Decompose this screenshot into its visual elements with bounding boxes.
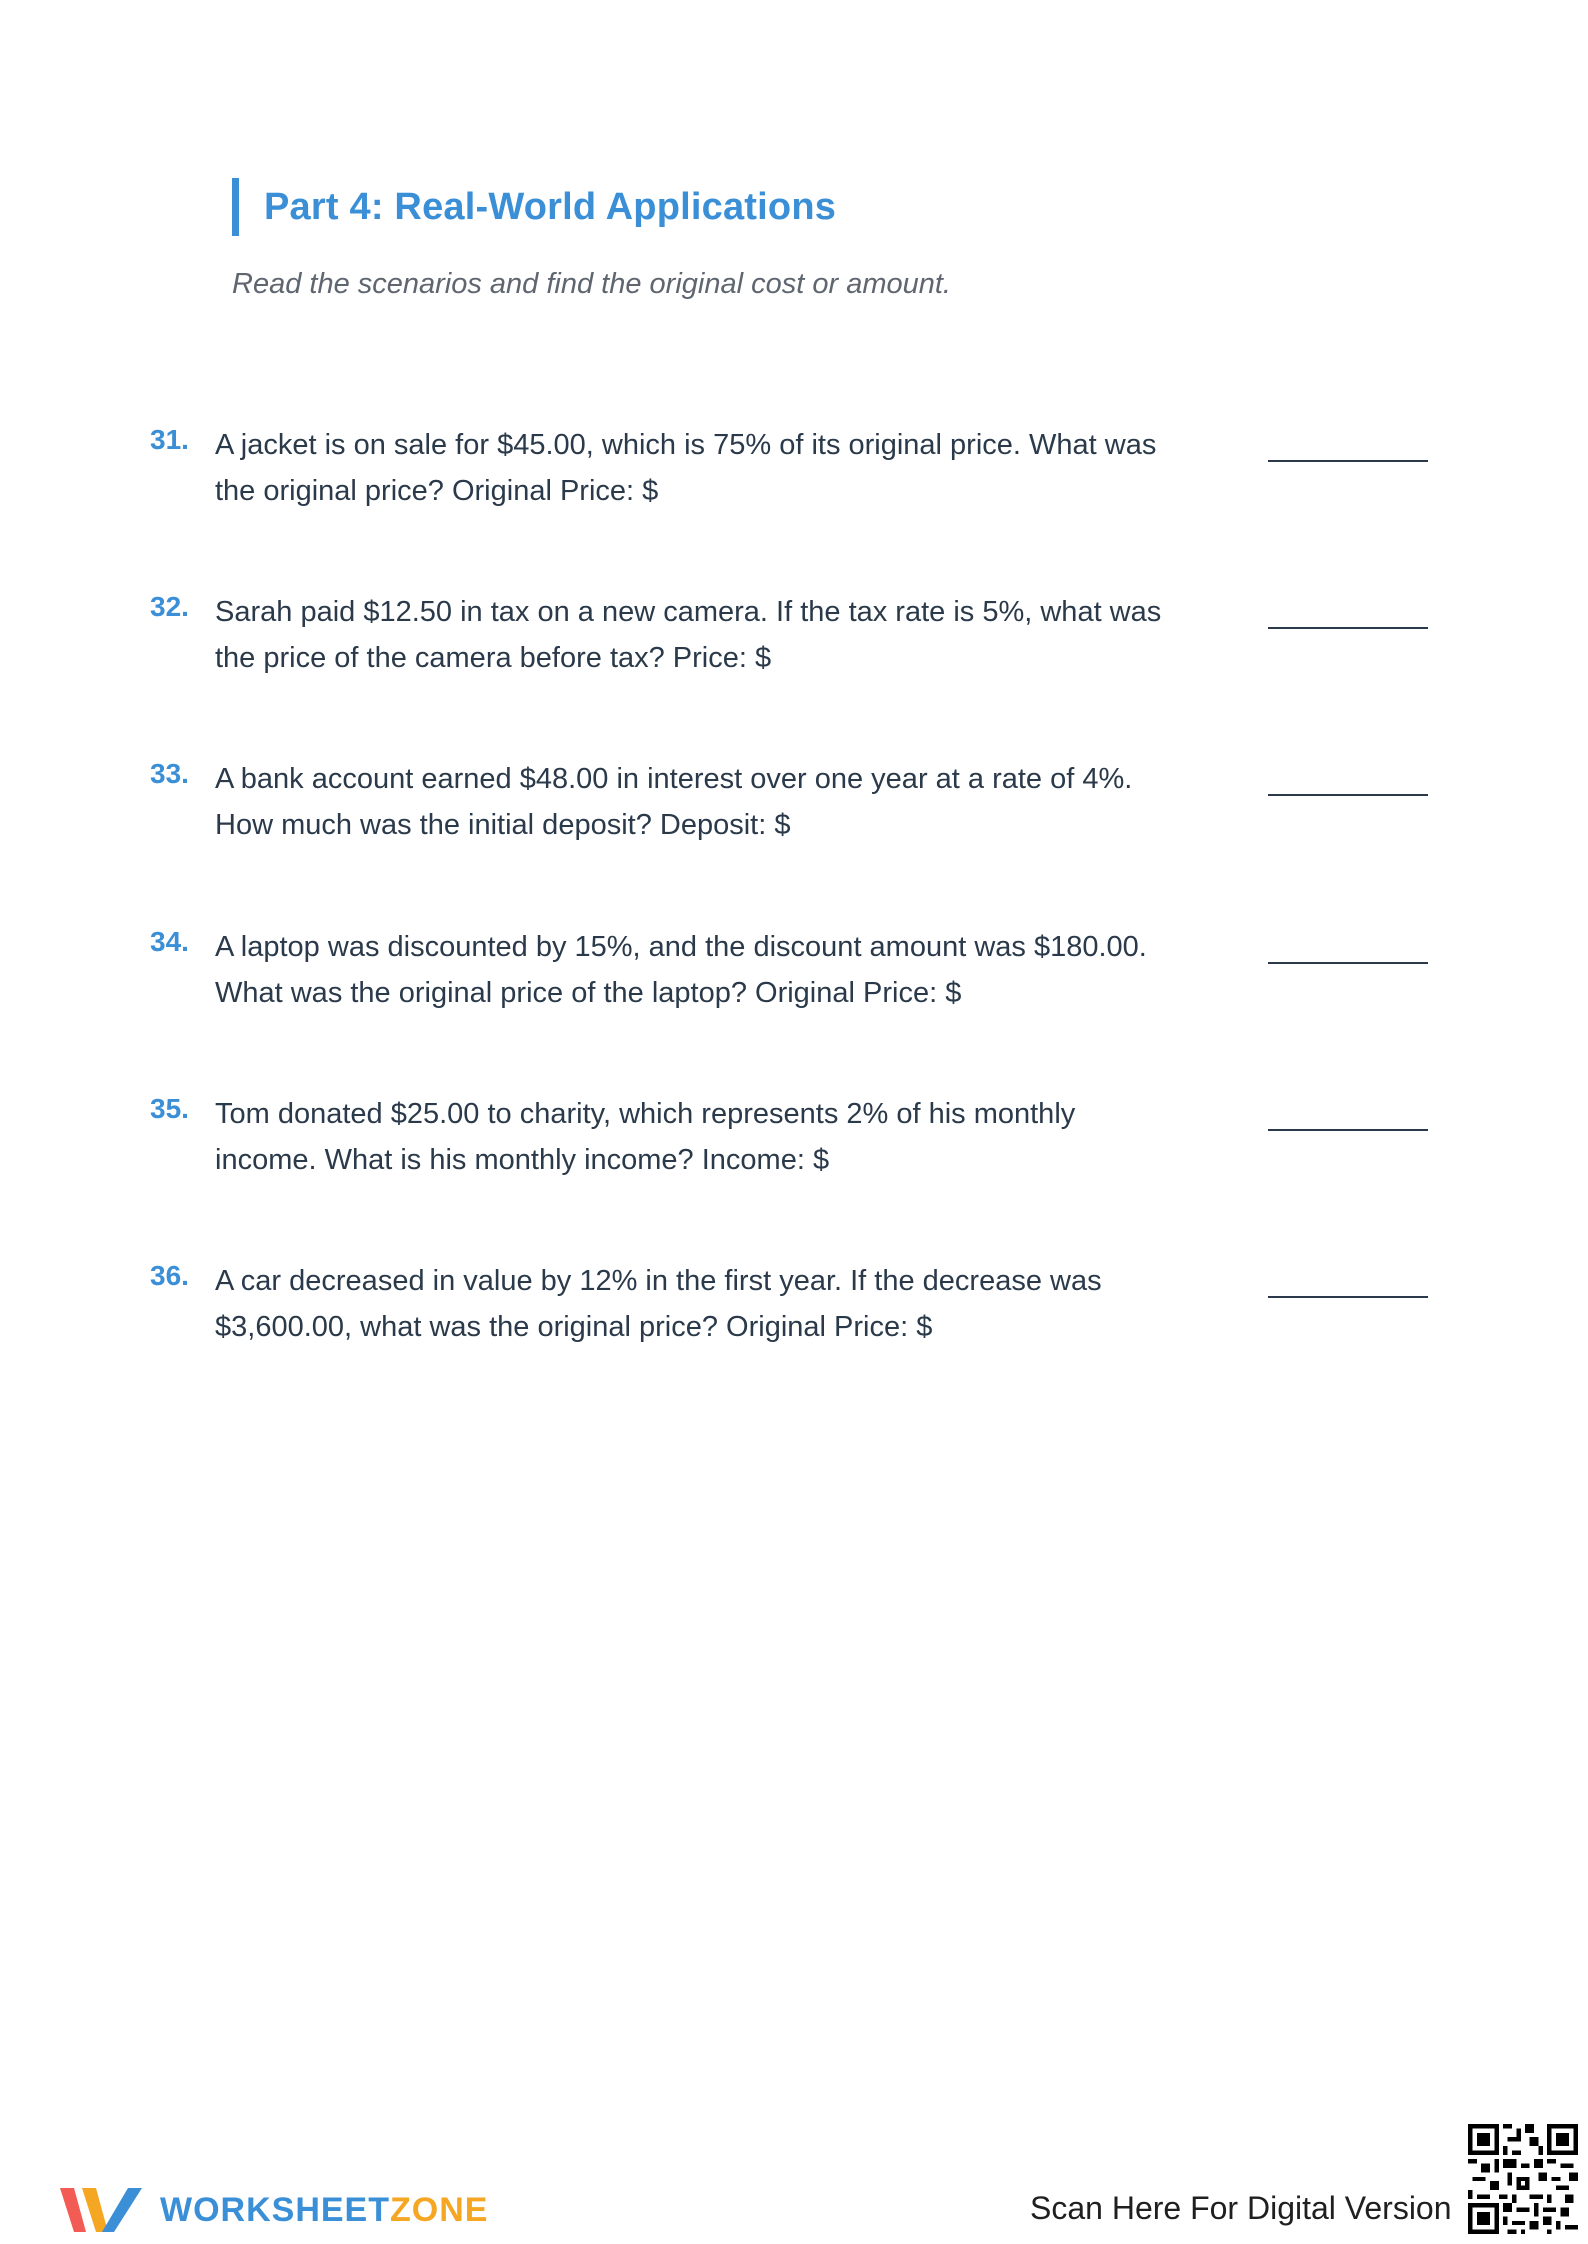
question-text-line: the original price? Original Price: $ [215,475,659,507]
answer-blank[interactable] [1268,1129,1428,1131]
question-31 [150,424,1430,544]
question-number: 35. [150,1093,189,1124]
answer-blank[interactable] [1268,1296,1428,1298]
question-text [215,422,1385,514]
question-35 [150,1093,1430,1213]
question-33 [150,758,1430,878]
qr-code-icon[interactable] [1468,2124,1578,2234]
question-number: 32. [150,591,189,622]
question-text [215,756,1385,848]
question-text [215,1258,1385,1350]
question-text [215,1091,1385,1183]
question-36 [150,1260,1430,1380]
answer-blank[interactable] [1268,794,1428,796]
question-number: 34. [150,926,189,957]
section-title: Part 4: Real-World Applications [264,185,837,228]
brand-logo [58,2182,488,2238]
question-text-line: Sarah paid $12.50 in tax on a new camera. If the tax rate is 5%, what was [215,596,1162,628]
question-34 [150,926,1430,1046]
section-instructions: Read the scenarios and find the original cost or amount. [232,268,951,300]
question-text [215,589,1385,681]
question-text-line: Tom donated $25.00 to charity, which represents 2% of his monthly [215,1098,1076,1130]
question-text-line: A car decreased in value by 12% in the first year. If the decrease was [215,1265,1102,1297]
answer-blank[interactable] [1268,962,1428,964]
question-text-line: income. What is his monthly income? Income: $ [215,1144,830,1176]
question-text-line: A laptop was discounted by 15%, and the discount amount was $180.00. [215,931,1147,963]
brand-name-part2: ZONE [390,2190,489,2229]
scan-text: Scan Here For Digital Version [1030,2190,1452,2226]
question-number: 33. [150,758,189,789]
question-number: 36. [150,1260,189,1291]
question-number: 31. [150,424,189,455]
section-accent-bar [232,178,239,236]
question-32 [150,591,1430,711]
answer-blank[interactable] [1268,627,1428,629]
question-text-line: What was the original price of the laptop? Original Price: $ [215,977,962,1009]
worksheetzone-logo-icon [58,2182,146,2238]
question-text-line: the price of the camera before tax? Price: $ [215,642,772,674]
question-text-line: A jacket is on sale for $45.00, which is 75% of its original price. What was [215,429,1157,461]
answer-blank[interactable] [1268,460,1428,462]
question-text-line: A bank account earned $48.00 in interest over one year at a rate of 4%. [215,763,1133,795]
question-text-line: How much was the initial deposit? Deposit: $ [215,809,791,841]
brand-name-part1: WORKSHEET [160,2190,390,2229]
question-text [215,924,1385,1016]
question-text-line: $3,600.00, what was the original price? Original Price: $ [215,1311,933,1343]
brand-name [160,2191,488,2230]
section-header [232,178,836,236]
